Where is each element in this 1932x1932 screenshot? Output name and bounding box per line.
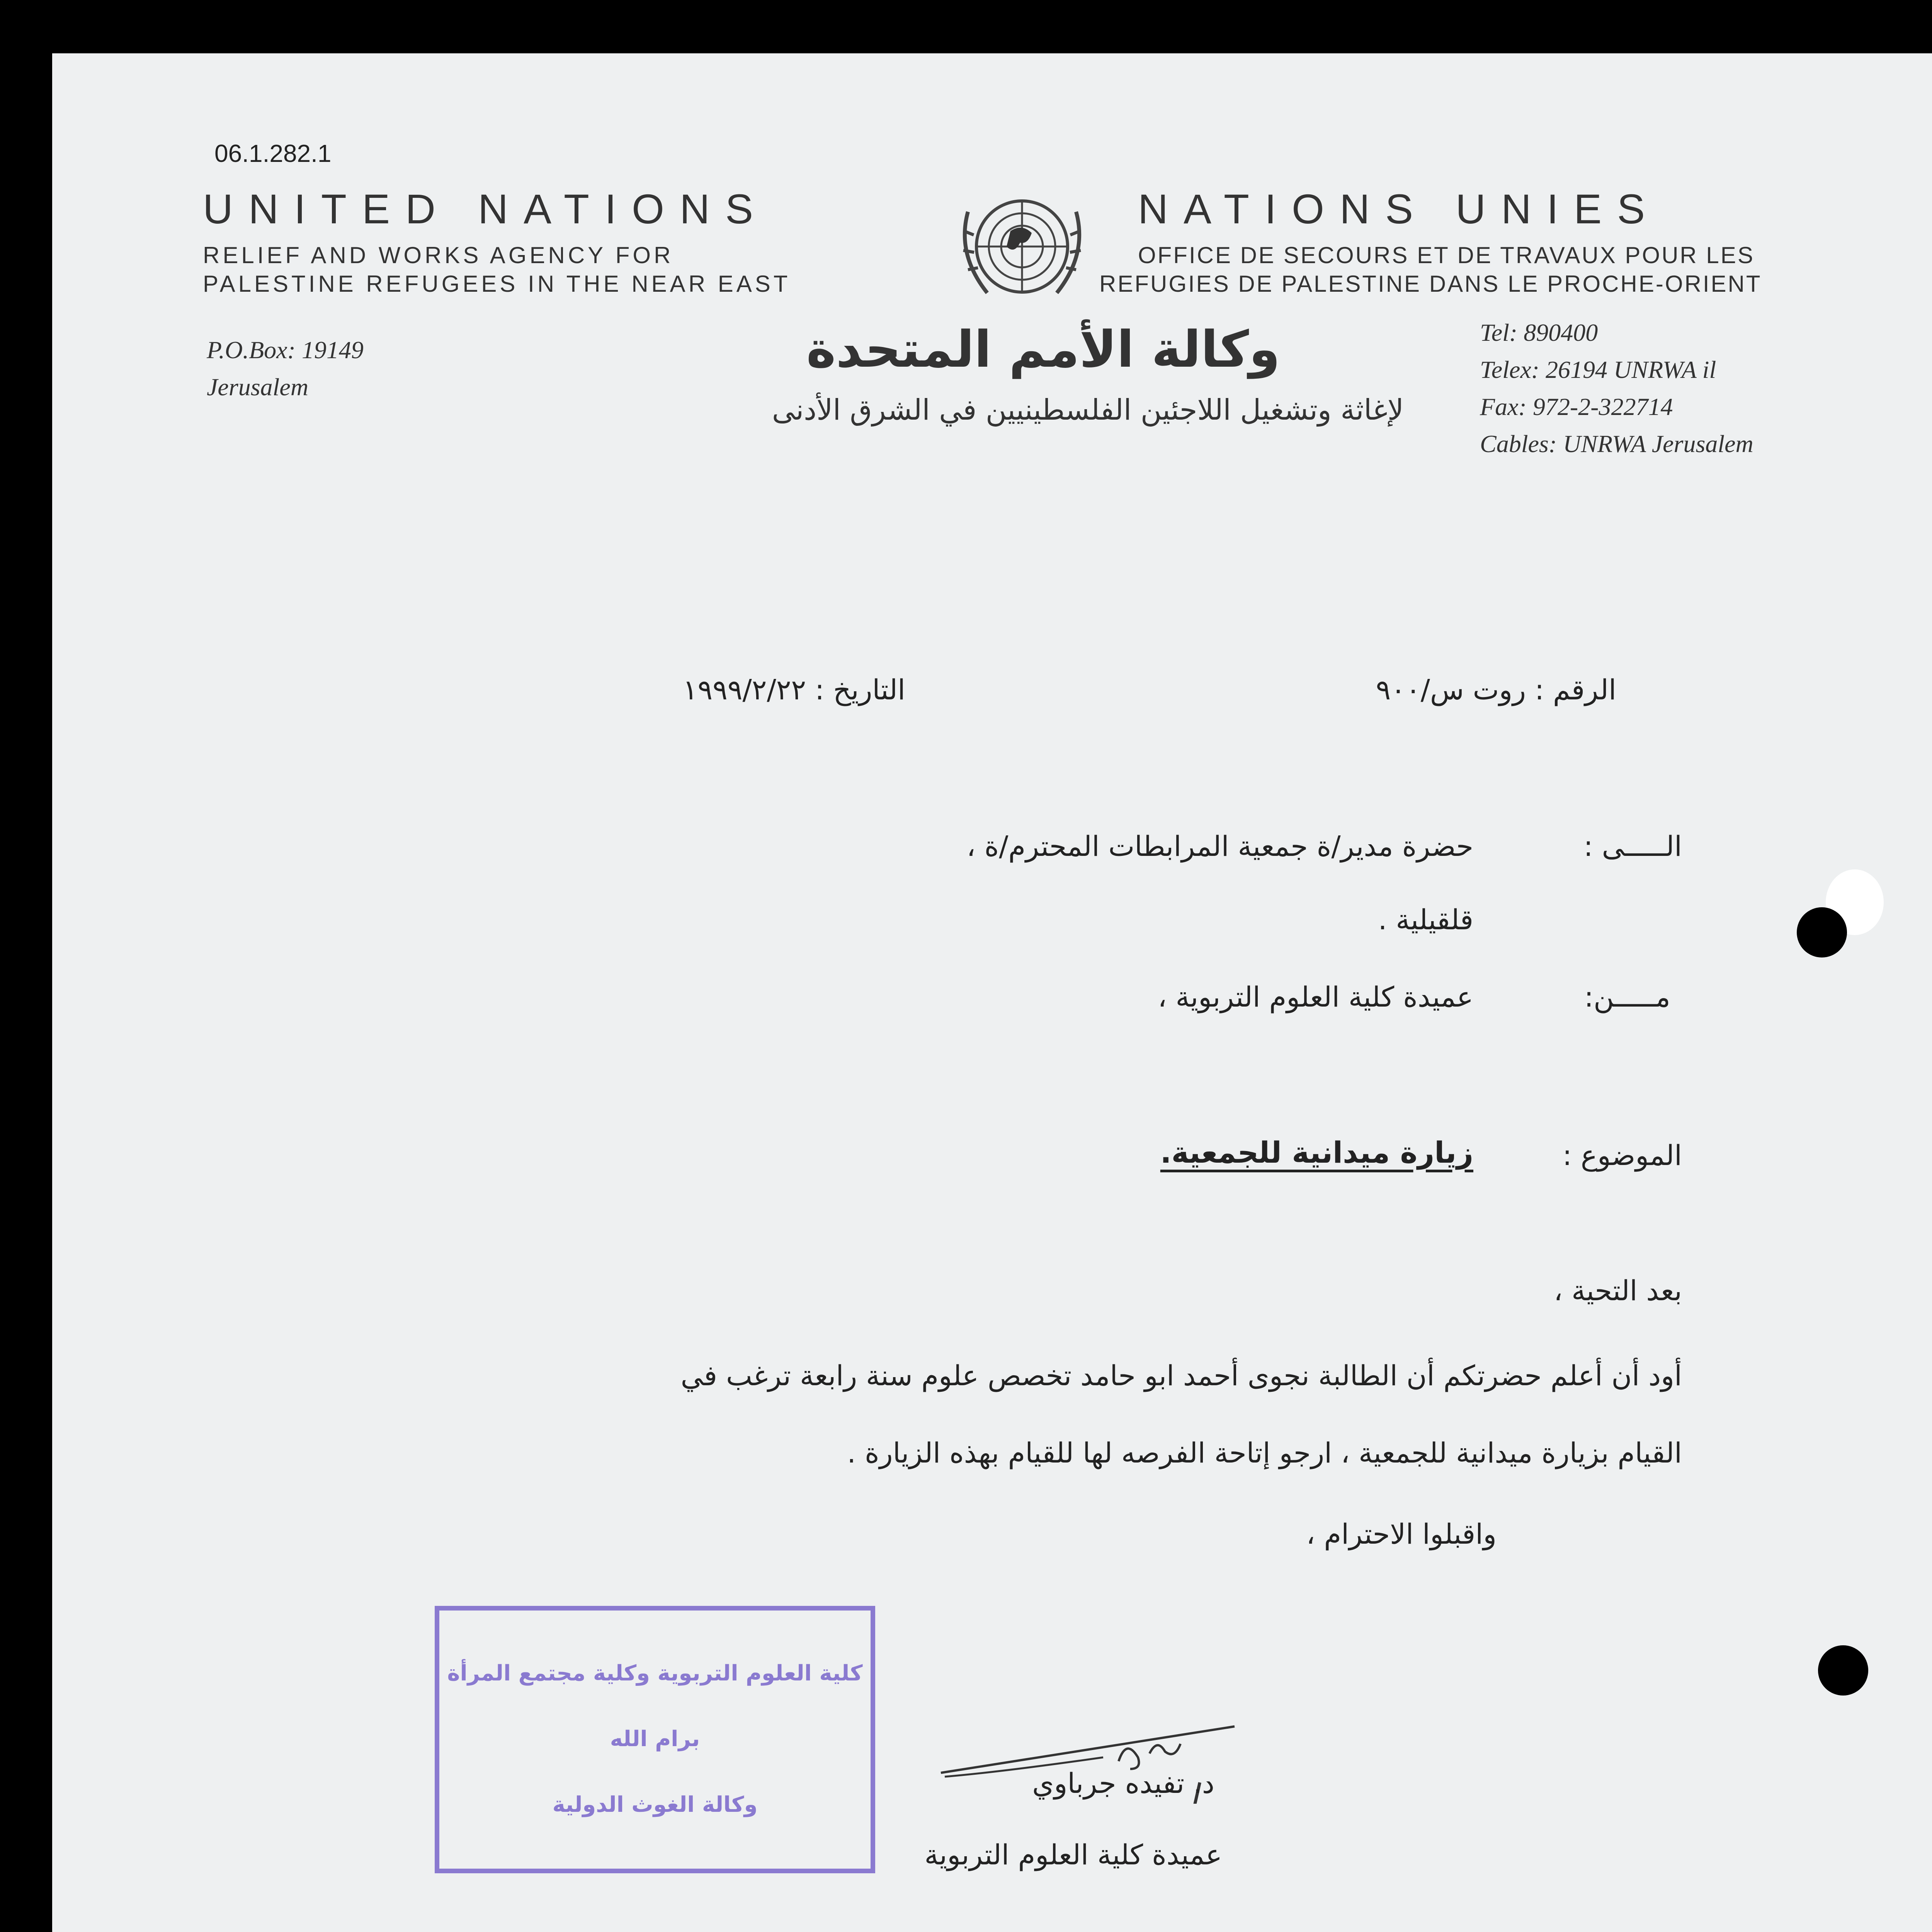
institution-stamp [435, 1606, 875, 1873]
from-value: عميدة كلية العلوم التربوية ، [1158, 981, 1473, 1013]
cables: Cables: UNRWA Jerusalem [1480, 430, 1753, 457]
letterhead-ar-subtitle: لإغاثة وتشغيل اللاجئين الفلسطينيين في الشرق الأدنى [772, 393, 1404, 427]
letterhead-en-title: UNITED NATIONS [203, 185, 769, 232]
from-label: مـــــن: [1584, 981, 1670, 1013]
subject-label: الموضوع : [1562, 1139, 1682, 1172]
un-emblem-icon [952, 189, 1092, 316]
telex: Telex: 26194 UNRWA il [1480, 356, 1716, 383]
stamp-line-3: وكالة الغوث الدولية [552, 1792, 758, 1817]
greeting: بعد التحية ، [1553, 1274, 1682, 1307]
letter-number: الرقم : روت س/٩٠٠ [1376, 673, 1616, 706]
reference-code: 06.1.282.1 [214, 139, 332, 167]
po-box: P.O.Box: 19149 [207, 336, 364, 364]
stamp-line-1: كلية العلوم التربوية وكلية مجتمع المرأة [447, 1661, 863, 1686]
fax: Fax: 972-2-322714 [1480, 393, 1673, 420]
paragraph-line-1: أود أن أعلم حضرتكم أن الطالبة نجوى أحمد ابو حامد تخصص علوم سنة رابعة ترغب في [680, 1359, 1682, 1392]
letterhead-fr-line2: OFFICE DE SECOURS ET DE TRAVAUX POUR LES [1138, 242, 1755, 268]
to-city: قلقيلية . [1378, 903, 1473, 936]
paragraph-line-2: القيام بزيارة ميدانية للجمعية ، ارجو إتاحة الفرصه لها للقيام بهذه الزيارة . [847, 1437, 1682, 1469]
subject-value: زيارة ميدانية للجمعية. [1160, 1135, 1473, 1170]
signatory-title: عميدة كلية العلوم التربوية [924, 1838, 1222, 1871]
to-label: الـــــى : [1583, 830, 1682, 862]
letter-date: التاريخ : ١٩٩٩/٢/٢٢ [682, 673, 905, 706]
signatory-name: د. تفيده جرباوي [1032, 1767, 1214, 1799]
punch-hole-top [1797, 907, 1847, 957]
city: Jerusalem [207, 373, 309, 401]
closing: واقبلوا الاحترام ، [1306, 1518, 1497, 1550]
letterhead-fr-title: NATIONS UNIES [1138, 185, 1661, 232]
letter-sheet [52, 53, 1932, 1932]
letterhead-fr-line3: REFUGIES DE PALESTINE DANS LE PROCHE-ORIENT [1099, 271, 1762, 297]
to-value: حضرة مدير/ة جمعية المرابطات المحترم/ة ، [966, 830, 1473, 862]
letterhead-en-line3: PALESTINE REFUGEES IN THE NEAR EAST [203, 271, 791, 297]
stamp-line-2: برام الله [610, 1726, 700, 1752]
punch-hole-bottom [1818, 1645, 1868, 1696]
tel: Tel: 890400 [1480, 319, 1598, 346]
letterhead-en-line2: RELIEF AND WORKS AGENCY FOR [203, 242, 674, 268]
letterhead-ar-title: وكالة الأمم المتحدة [806, 320, 1280, 379]
